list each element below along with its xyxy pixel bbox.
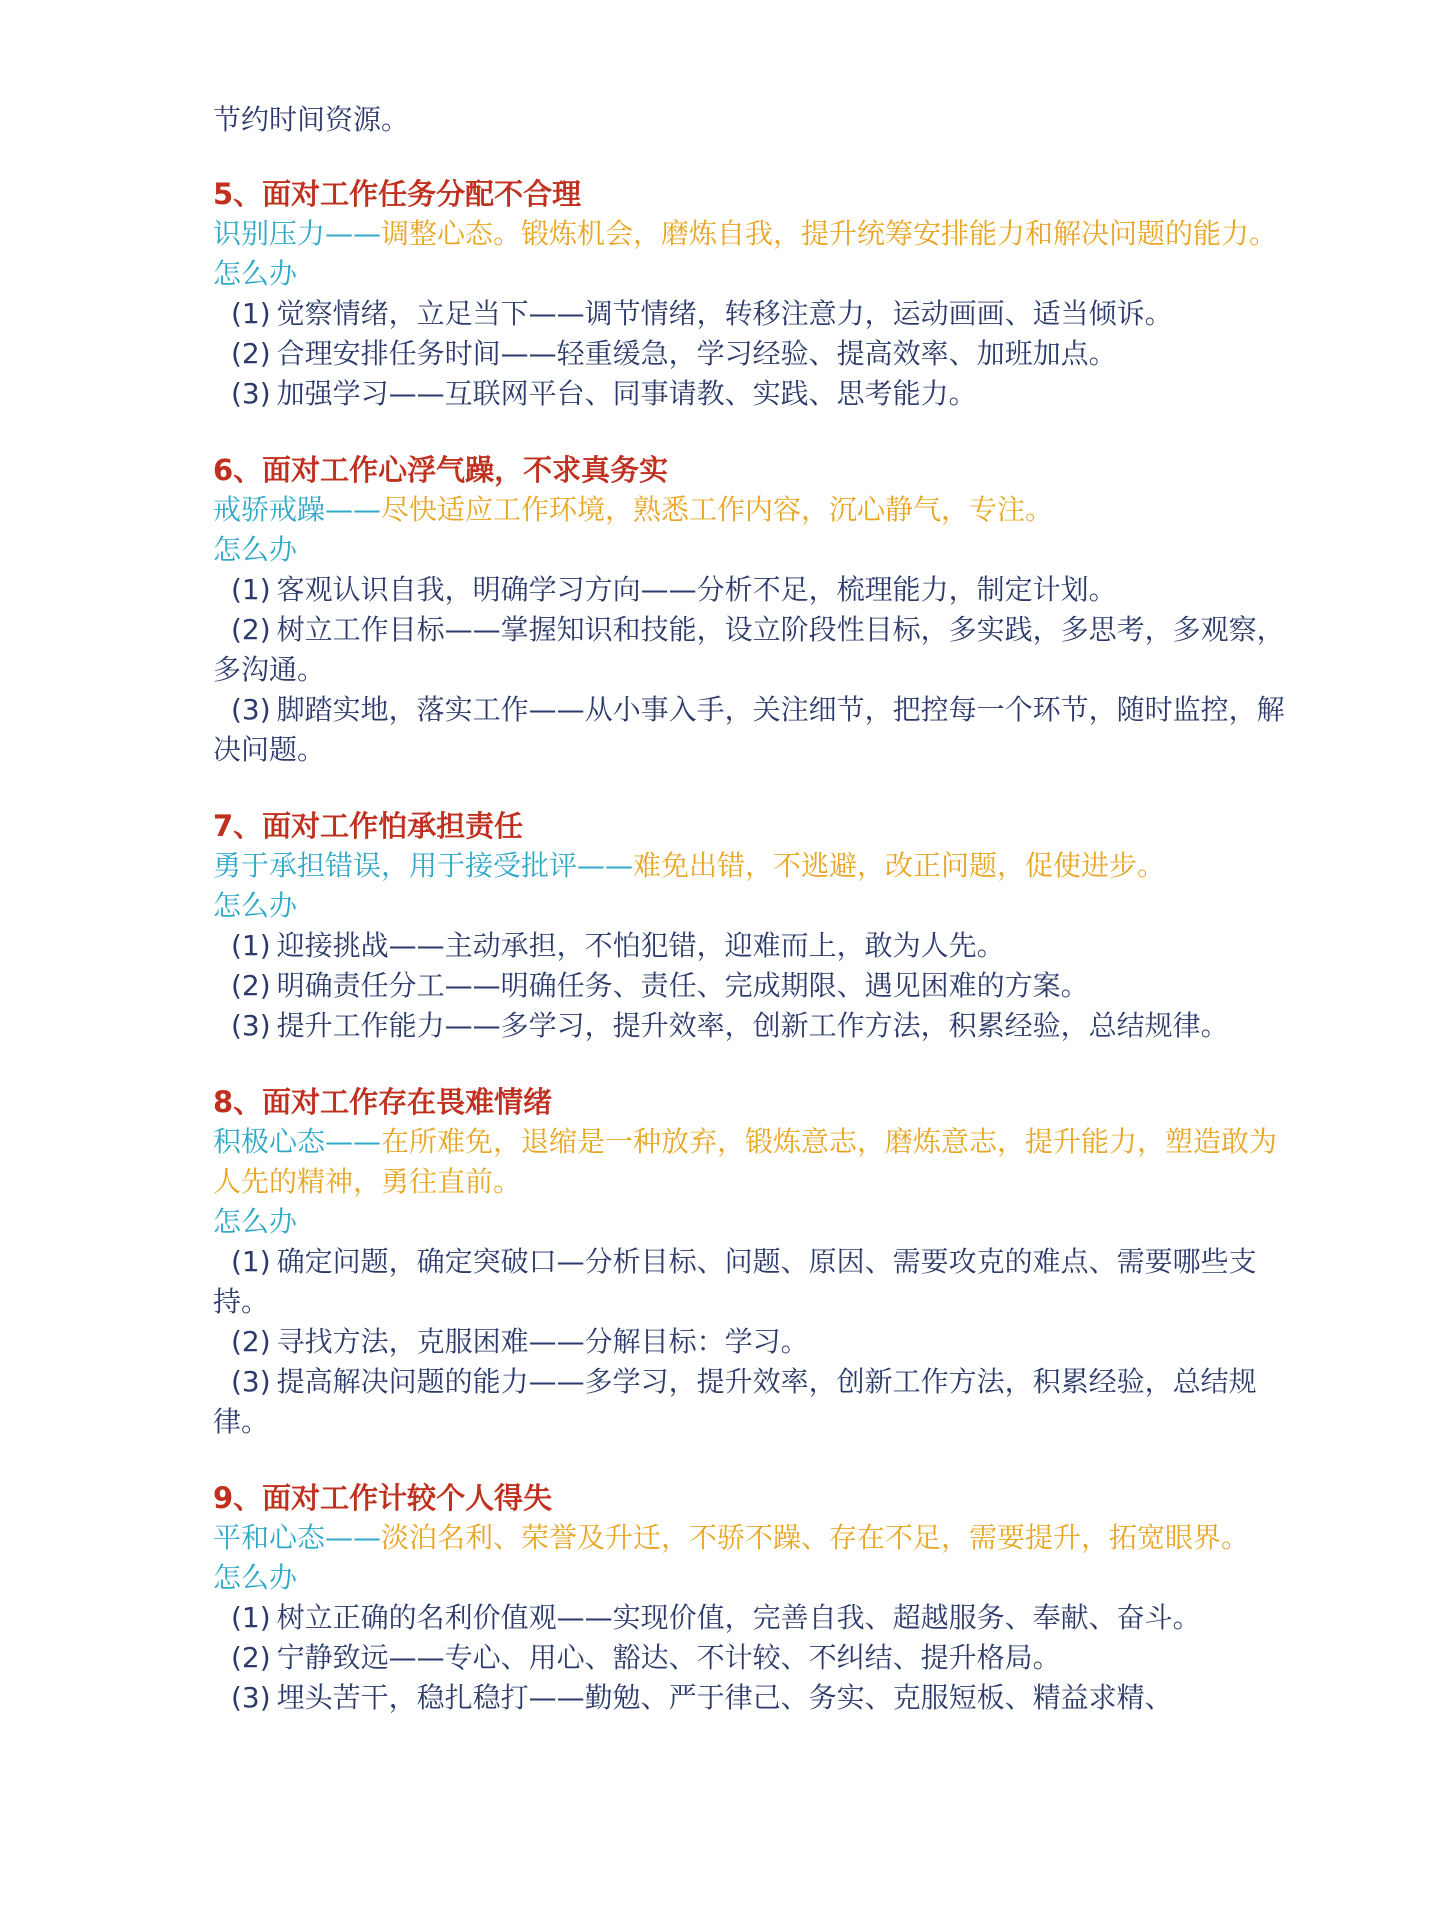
step-text: 明确责任分工——明确任务、责任、完成期限、遇见困难的方案。 [276,969,1089,1002]
section-heading: 5、面对工作任务分配不合理 [213,177,582,211]
step-text: 觉察情绪，立足当下——调节情绪，转移注意力，运动画画、适当倾诉。 [276,297,1173,330]
section-5 [213,174,1293,414]
section-summary [213,490,1293,530]
step-text: 客观认识自我，明确学习方向——分析不足，梳理能力，制定计划。 [276,573,1117,606]
step-item [213,1362,1293,1442]
step-item [213,334,1293,374]
step-number: (1) [231,929,271,962]
step-text: 埋头苦干，稳扎稳打——勤勉、严于律己、务实、克服短板、精益求精、 [276,1681,1173,1714]
step-text: 宁静致远——专心、用心、豁达、不计较、不纠结、提升格局。 [276,1641,1061,1674]
section-9 [213,1478,1293,1718]
summary-key: 勇于承担错误，用于接受批评 [213,849,578,882]
document-page [213,100,1293,1754]
step-number: (3) [231,1009,271,1042]
summary-desc: 尽快适应工作环境，熟悉工作内容，沉心静气，专注。 [381,493,1054,526]
section-7 [213,806,1293,1046]
step-number: (3) [231,1681,271,1714]
step-text: 迎接挑战——主动承担，不怕犯错，迎难而上，敢为人先。 [276,929,1005,962]
step-item [213,1322,1293,1362]
step-item [213,1598,1293,1638]
step-item [213,966,1293,1006]
step-number: (1) [231,573,271,606]
step-text: 寻找方法，克服困难——分解目标：学习。 [276,1325,809,1358]
step-item [213,294,1293,334]
summary-dash: —— [325,493,382,526]
step-text: 提高解决问题的能力——多学习，提升效率，创新工作方法，积累经验，总结规律。 [213,1365,1257,1438]
howto-label: 怎么办 [213,533,298,566]
step-text: 合理安排任务时间——轻重缓急，学习经验、提高效率、加班加点。 [276,337,1117,370]
step-item [213,374,1293,414]
step-text: 确定问题，确定突破口—分析目标、问题、原因、需要攻克的难点、需要哪些支持。 [213,1245,1257,1318]
step-text: 树立工作目标——掌握知识和技能，设立阶段性目标，多实践，多思考，多观察，多沟通。 [213,613,1285,686]
step-number: (2) [231,337,271,370]
summary-key: 积极心态 [213,1125,326,1158]
step-text: 树立正确的名利价值观——实现价值，完善自我、超越服务、奉献、奋斗。 [276,1601,1201,1634]
intro-text: 节约时间资源。 [213,103,410,136]
step-number: (3) [231,693,271,726]
howto-label: 怎么办 [213,1205,298,1238]
step-number: (1) [231,297,271,330]
summary-desc: 在所难免，退缩是一种放弃，锻炼意志，磨炼意志，提升能力，塑造敢为人先的精神，勇往直前。 [213,1125,1278,1198]
step-item [213,926,1293,966]
step-number: (3) [231,1365,271,1398]
section-6 [213,450,1293,770]
section-summary [213,1122,1293,1202]
step-item [213,570,1293,610]
step-number: (1) [231,1601,271,1634]
summary-key: 识别压力 [213,217,326,250]
step-item [213,610,1293,690]
step-item [213,1006,1293,1046]
summary-dash: —— [577,849,634,882]
section-summary [213,1518,1293,1558]
summary-desc: 淡泊名利、荣誉及升迁，不骄不躁、存在不足，需要提升，拓宽眼界。 [381,1521,1250,1554]
step-item [213,1678,1293,1718]
summary-dash: —— [325,1521,382,1554]
step-number: (2) [231,1325,271,1358]
step-text: 加强学习——互联网平台、同事请教、实践、思考能力。 [276,377,977,410]
step-number: (1) [231,1245,271,1278]
howto-label: 怎么办 [213,889,298,922]
step-text: 脚踏实地，落实工作——从小事入手，关注细节，把控每一个环节，随时监控，解决问题。 [213,693,1285,766]
section-heading: 8、面对工作存在畏难情绪 [213,1085,553,1119]
step-number: (2) [231,613,271,646]
step-number: (2) [231,1641,271,1674]
summary-dash: —— [325,217,382,250]
summary-desc: 难免出错，不逃避，改正问题，促使进步。 [633,849,1166,882]
step-item [213,1638,1293,1678]
section-summary [213,214,1293,254]
section-heading: 7、面对工作怕承担责任 [213,809,524,843]
summary-key: 戒骄戒躁 [213,493,326,526]
section-8 [213,1082,1293,1442]
section-heading: 9、面对工作计较个人得失 [213,1481,553,1515]
step-text: 提升工作能力——多学习，提升效率，创新工作方法，积累经验，总结规律。 [276,1009,1229,1042]
howto-label: 怎么办 [213,257,298,290]
step-number: (2) [231,969,271,1002]
howto-label: 怎么办 [213,1561,298,1594]
step-item [213,1242,1293,1322]
summary-key: 平和心态 [213,1521,326,1554]
step-item [213,690,1293,770]
section-summary [213,846,1293,886]
section-heading: 6、面对工作心浮气躁，不求真务实 [213,453,669,487]
summary-dash: —— [325,1125,382,1158]
summary-desc: 调整心态。锻炼机会，磨炼自我，提升统筹安排能力和解决问题的能力。 [381,217,1278,250]
step-number: (3) [231,377,271,410]
